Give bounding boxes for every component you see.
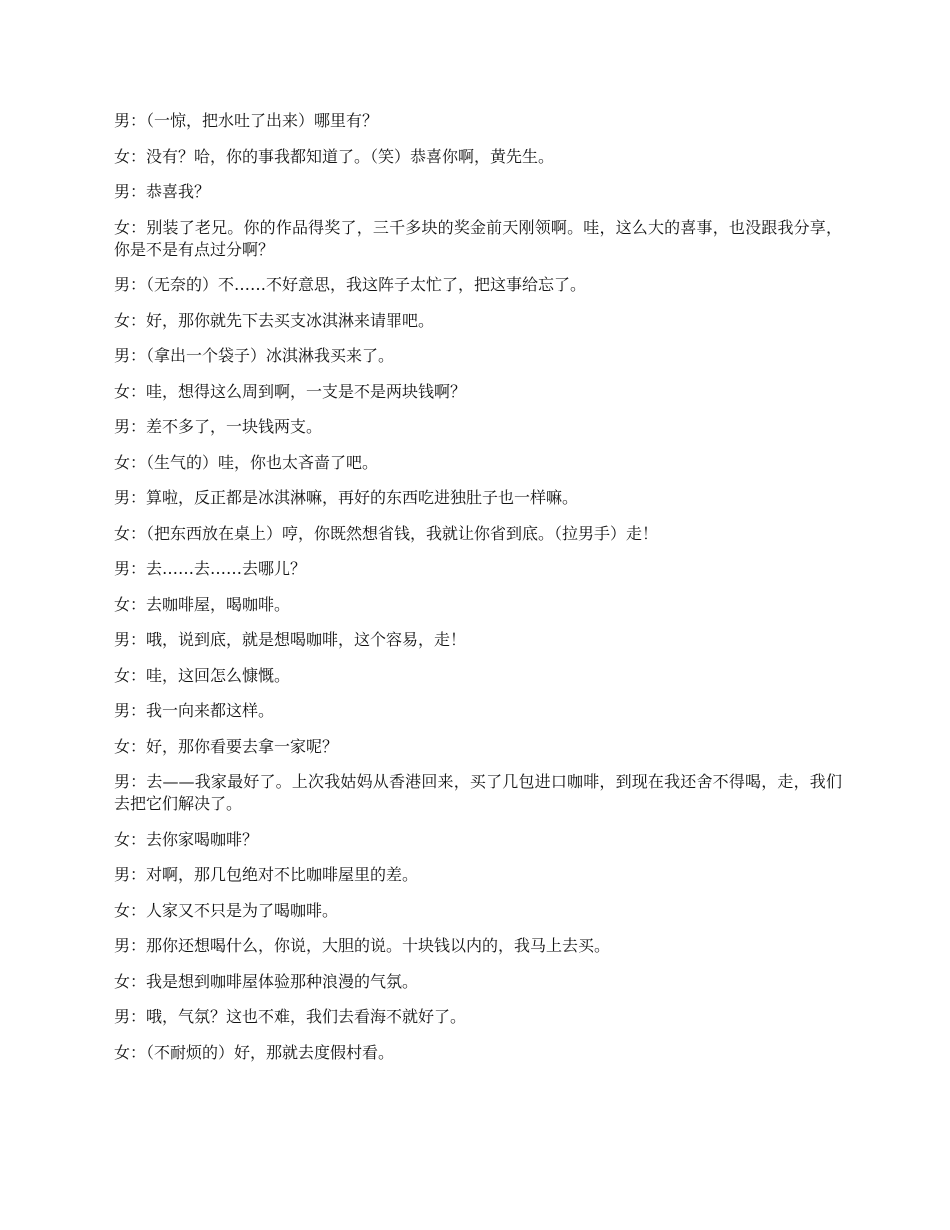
dialogue-text: 哇，想得这么周到啊，一支是不是两块钱啊？ <box>146 381 467 401</box>
dialogue-text: 好，那你看要去拿一家呢？ <box>146 736 339 756</box>
speaker-label: 男： <box>114 417 147 436</box>
speaker-label: 女： <box>114 665 147 685</box>
speaker-label: 男： <box>114 1007 147 1026</box>
speaker-label: 女： <box>114 452 147 472</box>
dialogue-text: 对啊，那几包绝对不比咖啡屋里的差。 <box>146 865 419 884</box>
dialogue-line <box>114 629 842 651</box>
dialogue-line <box>114 1042 842 1064</box>
dialogue-line <box>114 829 842 851</box>
speaker-label: 男： <box>114 559 147 578</box>
dialogue-text: 恭喜我？ <box>146 182 211 201</box>
speaker-label: 男： <box>114 488 147 507</box>
dialogue-text: （一惊，把水吐了出来）哪里有？ <box>146 111 379 130</box>
dialogue-text: （无奈的）不……不好意思，我这阵子太忙了，把这事给忘了。 <box>146 275 587 294</box>
dialogue-text: 算啦，反正都是冰淇淋嘛，再好的东西吃进独肚子也一样嘛。 <box>146 488 579 507</box>
speaker-label: 男： <box>114 275 147 294</box>
speaker-label: 男： <box>114 865 147 884</box>
dialogue-line <box>114 110 842 132</box>
dialogue-line <box>114 345 842 367</box>
speaker-label: 男： <box>114 936 147 955</box>
dialogue-line <box>114 771 842 815</box>
dialogue-text: 去咖啡屋，喝咖啡。 <box>146 594 291 614</box>
dialogue-line <box>114 736 842 758</box>
dialogue-line <box>114 146 842 168</box>
dialogue-line <box>114 665 842 687</box>
dialogue-line <box>114 416 842 438</box>
dialogue-line <box>114 558 842 580</box>
dialogue-text: 哇，这回怎么慷慨。 <box>146 665 291 685</box>
dialogue-line <box>114 900 842 922</box>
dialogue-text: 别装了老兄。你的作品得奖了，三千多块的奖金前天刚领啊。哇，这么大的喜事，也没跟我分享，你是不是有点过分啊？ <box>114 217 842 259</box>
speaker-label: 女： <box>114 971 147 991</box>
speaker-label: 男： <box>114 111 147 130</box>
dialogue-line <box>114 523 842 545</box>
speaker-label: 男： <box>114 701 147 720</box>
dialogue-line <box>114 487 842 509</box>
dialogue-text: 没有？哈，你的事我都知道了。（笑）恭喜你啊，黄先生。 <box>146 146 555 166</box>
speaker-label: 女： <box>114 594 147 614</box>
speaker-label: 男： <box>114 630 147 649</box>
dialogue-line <box>114 700 842 722</box>
dialogue-text: 我一向来都这样。 <box>146 701 275 720</box>
speaker-label: 男： <box>114 346 147 365</box>
dialogue-line <box>114 381 842 403</box>
speaker-label: 女： <box>114 900 147 920</box>
dialogue-line <box>114 971 842 993</box>
speaker-label: 女： <box>114 146 147 166</box>
dialogue-list <box>114 110 842 1077</box>
speaker-label: 男： <box>114 182 147 201</box>
dialogue-text: 去——我家最好了。上次我姑妈从香港回来，买了几包进口咖啡，到现在我还舍不得喝，走，我们去把它们解决了。 <box>114 772 842 813</box>
speaker-label: 女： <box>114 829 147 849</box>
dialogue-text: （不耐烦的）好，那就去度假村看。 <box>146 1042 395 1062</box>
dialogue-line <box>114 274 842 296</box>
dialogue-line <box>114 594 842 616</box>
dialogue-line <box>114 935 842 957</box>
dialogue-text: 那你还想喝什么，你说，大胆的说。十块钱以内的，我马上去买。 <box>146 936 611 955</box>
dialogue-line <box>114 452 842 474</box>
dialogue-line <box>114 310 842 332</box>
speaker-label: 男： <box>114 772 147 791</box>
speaker-label: 女： <box>114 310 147 330</box>
dialogue-line <box>114 864 842 886</box>
dialogue-line <box>114 1006 842 1028</box>
dialogue-text: 去你家喝咖啡？ <box>146 829 259 849</box>
dialogue-text: 我是想到咖啡屋体验那种浪漫的气氛。 <box>146 971 419 991</box>
dialogue-text: 哦，气氛？这也不难，我们去看海不就好了。 <box>146 1007 467 1026</box>
dialogue-text: 人家又不只是为了喝咖啡。 <box>146 900 339 920</box>
dialogue-text: （生气的）哇，你也太吝啬了吧。 <box>146 452 379 472</box>
dialogue-text: 哦，说到底，就是想喝咖啡，这个容易，走！ <box>146 630 467 649</box>
speaker-label: 女： <box>114 381 147 401</box>
dialogue-line <box>114 181 842 203</box>
speaker-label: 女： <box>114 523 147 543</box>
dialogue-text: 好，那你就先下去买支冰淇淋来请罪吧。 <box>146 310 435 330</box>
dialogue-text: （把东西放在桌上）哼，你既然想省钱，我就让你省到底。（拉男手）走！ <box>146 523 659 543</box>
dialogue-line <box>114 217 842 261</box>
speaker-label: 女： <box>114 1042 147 1062</box>
speaker-label: 女： <box>114 217 147 237</box>
dialogue-text: 去……去……去哪儿？ <box>146 559 307 578</box>
speaker-label: 女： <box>114 736 147 756</box>
dialogue-text: 差不多了，一块钱两支。 <box>146 417 323 436</box>
dialogue-text: （拿出一个袋子）冰淇淋我买来了。 <box>146 346 395 365</box>
